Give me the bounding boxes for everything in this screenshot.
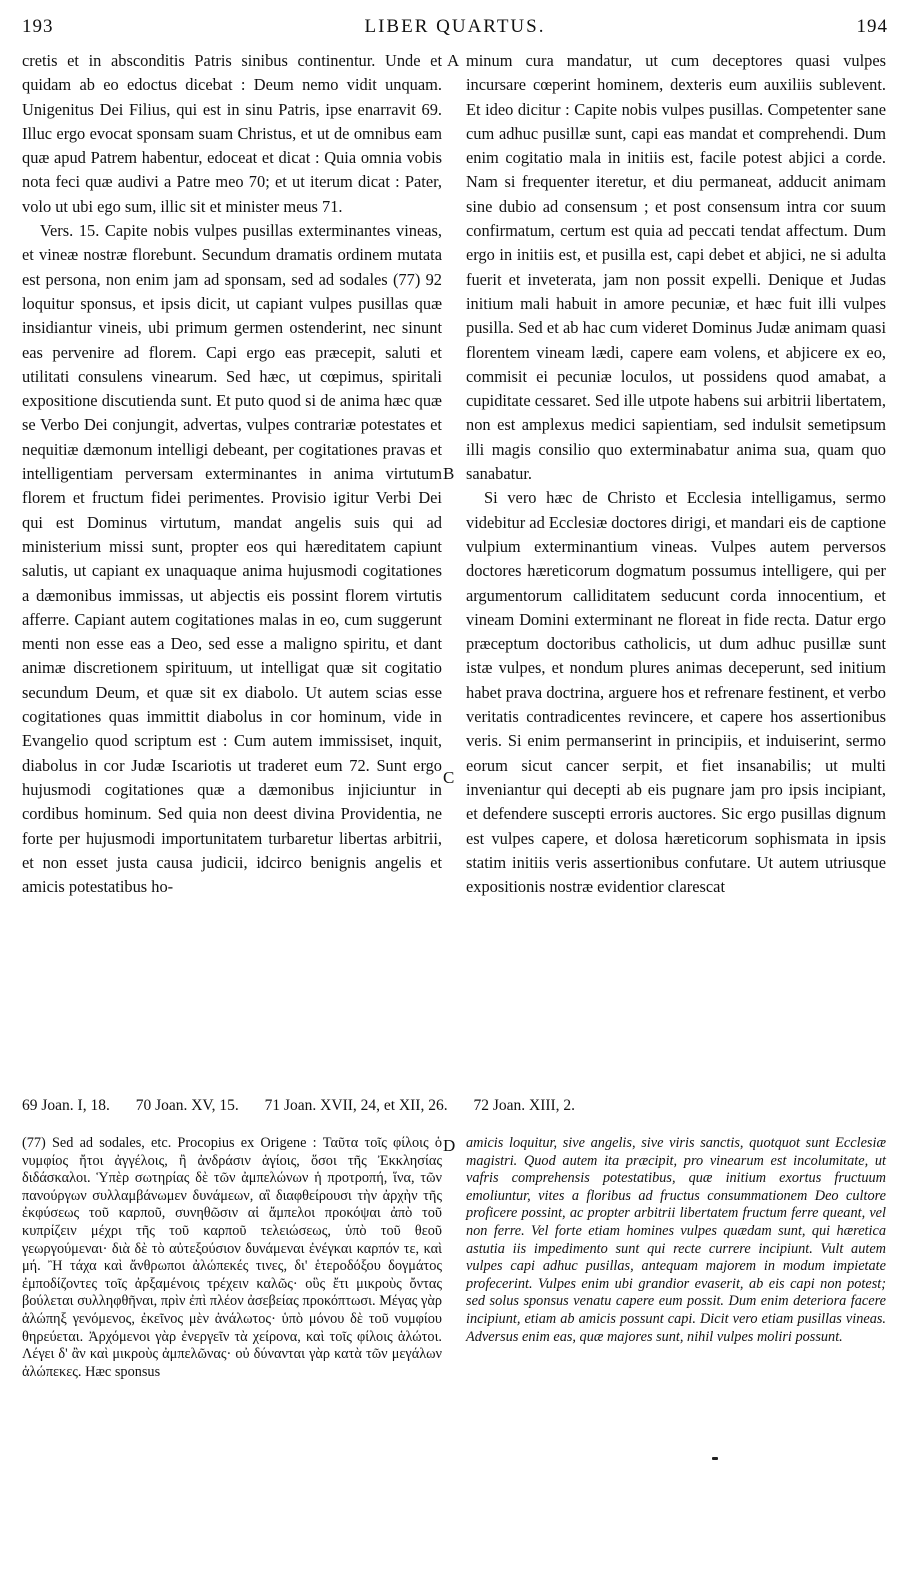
paragraph: minum cura mandatur, ut cum deceptores quasi vulpes incursare cœperint hominem, dexteris eum auxiliis sublevent. Et ideo dicitur : Capite nobis vulpes pusillas. Competenter sane cum adhuc pusillæ sunt, capi eas mandat et comprehendi. Dum enim cogitatio mala in initiis est, facile potest abjici a corde. Nam si frequenter iteretur, et diu permaneat, adducit animam sine dubio ad consensum ; et post consensum intra cor suum confirmatum, certum est quia ad peccati tendat affectum. Dum ergo in initiis est, et pusilla est, capi debet et abjici, ne si adulta fuerit et inveterata, jam non possit expelli. Denique et Judas initium mali habuit in amore pecuniæ, et hæc fuit illi vulpes pusilla. Sed et ab hac cum videret Dominus Judæ animam quasi florentem vineam lædi, capere eam volens, et abjicere ex eo, commisit ei pecuniæ loculos, ut possidens quod amabat, a cupiditate cessaret. Sed ille utpote habens sui arbitrii libertatem, non est amplexus medici sapientiam, sed indulsit semetipsum illi magis consilio quo exterminabatur anima sua, quam quo sanabatur. — [466, 51, 886, 484]
paragraph: Vers. 15. Capite nobis vulpes pusillas exterminantes vineas, et vineæ nostræ florebunt. Secundum dramatis ordinem mutata est persona, non enim jam ad sponsam, sed ad sodales (77) 92 loquitur sponsus, et ipsis dicit, ut capiant vulpes pusillas quæ insidiantur vineis, ubi primum germen ostenderint, nec sinunt eas pervenire ad florem. Capi ergo eas præcepit, saluti et utilitati consulens vinearum. Sed hæc, ut cœpimus, spiritali expositione discutienda sunt. Et puto quod si de anima hæc quæ se Verbo Dei conjungit, advertas, vulpes contrariæ potestates et nequitiæ dæmonum intelligi debeant, per cogitationes pravas et intelligentiam perversam exterminantes in anima virtutum florem et fructum fidei perimentes. Provisio igitur Verbi Dei qui est Dominus virtutum, mandat angelis suis qui ad ministerium missi sunt, propter eos qui hæreditatem capiunt salutis, ut capiant ex unaquaque anima hujusmodi cogitationes a dæmonibus immissas, ut abjectis eis possint florem virtutis afferre. Capiant autem cogitationes malas in eo, cum suggerunt menti non esse eas a Deo, sed esse a maligno spiritu, et dant animæ discretionem spirituum, ut intelligat quæ sit cogitatio secundum Deum, et quæ sit ex diabolo. Ut autem scias esse cogitationes quas immittit diabolus in cor hominum, vide in Evangelio quod scriptum est : Cum autem immissiset, inquit, diabolus in cor Judæ Iscariotis ut traderet eum 72. Sunt ergo hujusmodi cogitationes quæ a dæmonibus injiciuntur in cordibus hominum. Sed quia non deest divina Providentia, ne forte per hujusmodi importunitatem turbaretur libertas arbitrii, et non esset justa causa judicii, idcirco benignis angelis et amicis potestatibus ho- — [22, 221, 442, 897]
editor-note-right — [466, 1135, 886, 1346]
paragraph: Si vero hæc de Christo et Ecclesia intelligamus, sermo videbitur ad Ecclesiæ doctores dirigi, et mandari eis de captione vulpium exterminantium vineas. Vulpes autem perversos doctores hæreticorum dogmatum possumus intelligere, qui per argumentorum calliditatem seducunt corda innocentium, et vineam Domini exterminant ne floreat in fide recta. Datur ergo præceptum doctoribus catholicis, ut dum adhuc pusillæ sunt istæ vulpes, et nondum plures animas deceperunt, sed initium habet prava doctrina, arguere hos et refrenare festinent, et verbo veritatis contradicentes revincere, et capere hos assertionibus veris. Si enim permanserint in principiis, et induiserint, sermo eorum sicut cancer serpit, et fiet insanabilis; ut multi inveniantur qui decepti ab eis pugnare jam pro ipsis incipiant, et defendere suscepti erroris auctores. Sic ergo pusillas dignum est vulpes capere, et dolosa hæreticorum sophismata in ipsis statim initiis veris assertionibus confutare. Ut autem utriusque expositionis nostræ evidentior clarescat — [466, 488, 886, 897]
editor-note-left — [22, 1135, 442, 1381]
left-text-column — [22, 49, 442, 899]
footnote-reference: 69 Joan. I, 18. — [22, 1097, 110, 1114]
margin-letter: D — [443, 1136, 456, 1155]
page-number-right: 194 — [856, 16, 888, 37]
paragraph: cretis et in absconditis Patris sinibus continentur. Unde et quidam ab eo edoctus dicebat : Deum nemo vidit unquam. Unigenitus Dei Filius, qui est in sinu Patris, ipse enarravit 69. Illuc ergo evocat sponsam suam Christus, et ut de omnibus eam quæ apud Patrem habentur, edoceat et dicat : Quia omnia vobis nota feci quæ audivi a Patre meo 70; et ut iterum dicat : Pater, volo ut ubi ego sum, illic sit et minister meus 71. — [22, 51, 442, 216]
running-title: LIBER QUARTUS. — [364, 16, 546, 37]
footnote-reference: 72 Joan. XIII, 2. — [473, 1097, 576, 1114]
right-text-column — [466, 49, 886, 899]
scripture-references — [22, 1097, 888, 1115]
page-number-left: 193 — [22, 16, 54, 37]
footnote-reference: 71 Joan. XVII, 24, et XII, 26. — [264, 1097, 448, 1114]
note-text: (77) Sed ad sodales, etc. Procopius ex Origene : Ταῦτα τοῖς φίλοις ὁ νυμφίος ἤτοι ἀγγέλοις, ἢ ἀνδράσιν ἁγίοις, ὅσοι τῆς Ἐκκλησίας διδάσκαλοι. Ὑπὲρ σωτηρίας δὲ τῶν ἀμπελώνων ἡ προτροπή, ἵνα, τῶν πανούργων συλλαμβάνωμεν δυνάμεων, αἳ διαφθείρουσι τὴν ἀρχὴν τῆς ἐκφύσεως τοῦ καρποῦ, συνηθῶσιν αἱ ἄμπελοι προκόψαι ἀπὸ τοῦ κυπρίζειν μέχρι τῆς τοῦ καρποῦ τελειώσεως, ὑπὸ τοῦ θεοῦ γεωργούμεναι· διὰ δὲ τὸ αὐτεξούσιον δυνάμεναι ἐνέγκαι καρπόν τε, καὶ μή. Ἢ τάχα καὶ ἄνθρωποι ἀλώπεκές τινες, δι' ἑτεροδόξου δογμάτος ἐμποδίζοντες τοῖς ἀρξαμένοις τρέχειν καλῶς· οὓς ἔτι μικροὺς ὄντας βούλεται συλληφθῆναι, πρὶν ἐπὶ πλέον ἀσεβείας προκόπτωσι. Μέγας γὰρ ἀλώπηξ γενόμενος, ἐκεῖνος μὲν ἀνάλωτος· ὑπὸ μόνου δὲ τοῦ νυμφίου θηρεύεται. Ἀρχόμενοι γὰρ ἐνεργεῖν τὰ χείρονα, καὶ τοῖς φίλοις ἁλώτοι. Λέγει δ' ἂν καὶ μικροὺς ἀμπελῶνας· οὐ δύνανται γὰρ κατὰ τῶν μεγάλων ἀλώπεκες. Hæc sponsus — [22, 1135, 442, 1380]
footnote-reference: 70 Joan. XV, 15. — [135, 1097, 239, 1114]
margin-letter: B — [443, 464, 455, 483]
margin-letter: C — [443, 768, 455, 787]
note-text: amicis loquitur, sive angelis, sive viris sanctis, quotquot sunt Ecclesiæ magistri. Quod autem ita præcipit, pro vinearum est incolumitate, ut vafris comprehensis potestatibus, quæ initium exortus fructuum emoliuntur, vites a floribus ad fructus consummationem Deo cultore proficere possint, ac propter arbitrii libertatem fructum ferre queant, vel non ferre. Vel forte etiam homines vulpes quædam sunt, qui hæretica astutia iis impedimento sunt qui recte currere incipiunt. Vult autem vulpes capi adhuc pusillas, antequam majorem in modum impietate profecerint. Vulpes enim ubi grandior evaserit, ab eis capi non potest; sed solus sponsus venatu capere eum possit. Dum enim deteriora facere incipiunt, etiam ab amicis possunt capi. Dicit vero etiam pusillas vineas. Adversus enim eas, quæ majores sunt, nihil vulpes moliri possunt. — [466, 1135, 886, 1345]
running-header — [22, 16, 888, 38]
ink-speck — [712, 1457, 718, 1460]
margin-letter: A — [447, 51, 460, 70]
